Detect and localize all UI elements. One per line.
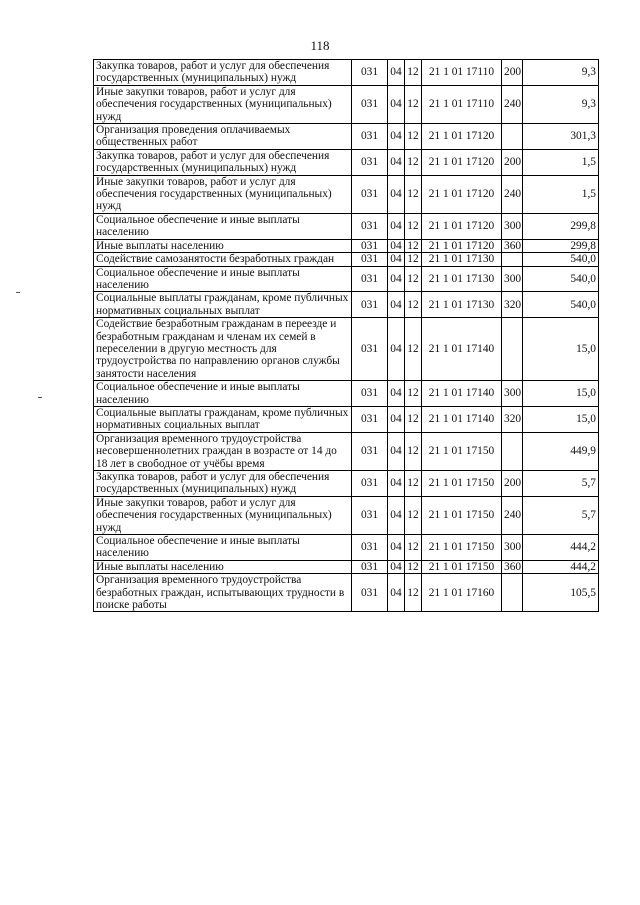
subsection-code-cell: 12: [405, 149, 422, 175]
amount-cell: 299,8: [523, 239, 599, 252]
section-code-cell: 04: [388, 574, 405, 612]
expense-type-cell: 200: [502, 471, 523, 497]
department-code-cell: 031: [352, 471, 388, 497]
subsection-code-cell: 12: [405, 560, 422, 573]
page-number: 118: [310, 38, 330, 53]
subsection-code-cell: 12: [405, 406, 422, 432]
table-row: [94, 574, 599, 612]
subsection-code-cell: 12: [405, 85, 422, 123]
target-article-cell: 21 1 01 17140: [422, 406, 502, 432]
expense-name-cell: Содействие самозанятости безработных граждан: [94, 253, 352, 266]
subsection-code-cell: 12: [405, 381, 422, 407]
expense-type-cell: 320: [502, 406, 523, 432]
amount-cell: 5,7: [523, 471, 599, 497]
section-code-cell: 04: [388, 60, 405, 86]
subsection-code-cell: 12: [405, 318, 422, 381]
expense-type-cell: 300: [502, 381, 523, 407]
table-row: [94, 432, 599, 470]
target-article-cell: 21 1 01 17140: [422, 381, 502, 407]
amount-cell: 540,0: [523, 266, 599, 292]
section-code-cell: 04: [388, 149, 405, 175]
section-code-cell: 04: [388, 496, 405, 534]
table-row: [94, 253, 599, 266]
table-row: [94, 406, 599, 432]
target-article-cell: 21 1 01 17120: [422, 239, 502, 252]
section-code-cell: 04: [388, 85, 405, 123]
expense-name-cell: Иные закупки товаров, работ и услуг для обеспечения государственных (муниципальных) нужд: [94, 85, 352, 123]
expense-name-cell: Организация временного трудоустройства безработных граждан, испытывающих трудности в поиске работы: [94, 574, 352, 612]
table-row: [94, 381, 599, 407]
section-code-cell: 04: [388, 471, 405, 497]
expense-name-cell: Социальное обеспечение и иные выплаты населению: [94, 535, 352, 561]
section-code-cell: 04: [388, 381, 405, 407]
section-code-cell: 04: [388, 239, 405, 252]
department-code-cell: 031: [352, 253, 388, 266]
amount-cell: 299,8: [523, 213, 599, 239]
table-row: [94, 318, 599, 381]
expense-type-cell: 200: [502, 60, 523, 86]
section-code-cell: 04: [388, 292, 405, 318]
subsection-code-cell: 12: [405, 213, 422, 239]
amount-cell: 9,3: [523, 85, 599, 123]
amount-cell: 5,7: [523, 496, 599, 534]
department-code-cell: 031: [352, 60, 388, 86]
expense-type-cell: 240: [502, 175, 523, 213]
expense-type-cell: 300: [502, 266, 523, 292]
amount-cell: 15,0: [523, 406, 599, 432]
expense-name-cell: Иные выплаты населению: [94, 239, 352, 252]
target-article-cell: 21 1 01 17130: [422, 253, 502, 266]
target-article-cell: 21 1 01 17120: [422, 124, 502, 150]
expense-name-cell: Социальные выплаты гражданам, кроме публичных нормативных социальных выплат: [94, 406, 352, 432]
expense-type-cell: [502, 253, 523, 266]
section-code-cell: 04: [388, 124, 405, 150]
expense-name-cell: Организация проведения оплачиваемых общественных работ: [94, 124, 352, 150]
amount-cell: 15,0: [523, 318, 599, 381]
department-code-cell: 031: [352, 560, 388, 573]
budget-table: [93, 59, 599, 612]
expense-name-cell: Иные закупки товаров, работ и услуг для обеспечения государственных (муниципальных) нужд: [94, 175, 352, 213]
expense-name-cell: Содействие безработным гражданам в переезде и безработным гражданам и членам их семей в переселении в другую местность для трудоустройства по направлению органов службы занятости населения: [94, 318, 352, 381]
department-code-cell: 031: [352, 266, 388, 292]
target-article-cell: 21 1 01 17130: [422, 266, 502, 292]
department-code-cell: 031: [352, 292, 388, 318]
amount-cell: 301,3: [523, 124, 599, 150]
expense-type-cell: [502, 574, 523, 612]
amount-cell: 1,5: [523, 149, 599, 175]
subsection-code-cell: 12: [405, 471, 422, 497]
target-article-cell: 21 1 01 17150: [422, 432, 502, 470]
amount-cell: 9,3: [523, 60, 599, 86]
expense-name-cell: Закупка товаров, работ и услуг для обеспечения государственных (муниципальных) нужд: [94, 471, 352, 497]
target-article-cell: 21 1 01 17140: [422, 318, 502, 381]
expense-name-cell: Закупка товаров, работ и услуг для обеспечения государственных (муниципальных) нужд: [94, 60, 352, 86]
target-article-cell: 21 1 01 17160: [422, 574, 502, 612]
expense-name-cell: Иные закупки товаров, работ и услуг для обеспечения государственных (муниципальных) нужд: [94, 496, 352, 534]
target-article-cell: 21 1 01 17150: [422, 560, 502, 573]
department-code-cell: 031: [352, 175, 388, 213]
section-code-cell: 04: [388, 432, 405, 470]
section-code-cell: 04: [388, 253, 405, 266]
subsection-code-cell: 12: [405, 253, 422, 266]
amount-cell: 540,0: [523, 253, 599, 266]
target-article-cell: 21 1 01 17120: [422, 175, 502, 213]
budget-table-body: [94, 60, 599, 612]
section-code-cell: 04: [388, 406, 405, 432]
subsection-code-cell: 12: [405, 292, 422, 318]
department-code-cell: 031: [352, 85, 388, 123]
expense-name-cell: Социальные выплаты гражданам, кроме публичных нормативных социальных выплат: [94, 292, 352, 318]
department-code-cell: 031: [352, 124, 388, 150]
table-row: [94, 60, 599, 86]
department-code-cell: 031: [352, 535, 388, 561]
expense-type-cell: 240: [502, 496, 523, 534]
target-article-cell: 21 1 01 17120: [422, 213, 502, 239]
table-row: [94, 471, 599, 497]
expense-type-cell: 300: [502, 535, 523, 561]
amount-cell: 449,9: [523, 432, 599, 470]
department-code-cell: 031: [352, 239, 388, 252]
department-code-cell: 031: [352, 149, 388, 175]
department-code-cell: 031: [352, 432, 388, 470]
expense-name-cell: Социальное обеспечение и иные выплаты населению: [94, 381, 352, 407]
subsection-code-cell: 12: [405, 535, 422, 561]
target-article-cell: 21 1 01 17110: [422, 85, 502, 123]
department-code-cell: 031: [352, 213, 388, 239]
expense-type-cell: [502, 318, 523, 381]
table-row: [94, 85, 599, 123]
expense-type-cell: 360: [502, 239, 523, 252]
expense-name-cell: Социальное обеспечение и иные выплаты населению: [94, 213, 352, 239]
subsection-code-cell: 12: [405, 124, 422, 150]
table-row: [94, 213, 599, 239]
table-row: [94, 292, 599, 318]
section-code-cell: 04: [388, 175, 405, 213]
section-code-cell: 04: [388, 535, 405, 561]
subsection-code-cell: 12: [405, 432, 422, 470]
subsection-code-cell: 12: [405, 266, 422, 292]
section-code-cell: 04: [388, 213, 405, 239]
expense-name-cell: Организация временного трудоустройства несовершеннолетних граждан в возрасте от 14 до 18 лет в свободное от учёбы время: [94, 432, 352, 470]
section-code-cell: 04: [388, 266, 405, 292]
subsection-code-cell: 12: [405, 175, 422, 213]
expense-type-cell: [502, 124, 523, 150]
expense-type-cell: 200: [502, 149, 523, 175]
scan-mark: [38, 397, 42, 398]
expense-type-cell: 360: [502, 560, 523, 573]
amount-cell: 540,0: [523, 292, 599, 318]
table-row: [94, 560, 599, 573]
table-row: [94, 239, 599, 252]
expense-type-cell: 320: [502, 292, 523, 318]
subsection-code-cell: 12: [405, 496, 422, 534]
target-article-cell: 21 1 01 17130: [422, 292, 502, 318]
table-row: [94, 535, 599, 561]
amount-cell: 1,5: [523, 175, 599, 213]
department-code-cell: 031: [352, 574, 388, 612]
department-code-cell: 031: [352, 406, 388, 432]
table-row: [94, 175, 599, 213]
amount-cell: 105,5: [523, 574, 599, 612]
table-row: [94, 496, 599, 534]
department-code-cell: 031: [352, 496, 388, 534]
table-row: [94, 149, 599, 175]
target-article-cell: 21 1 01 17110: [422, 60, 502, 86]
amount-cell: 15,0: [523, 381, 599, 407]
target-article-cell: 21 1 01 17120: [422, 149, 502, 175]
subsection-code-cell: 12: [405, 239, 422, 252]
department-code-cell: 031: [352, 318, 388, 381]
target-article-cell: 21 1 01 17150: [422, 535, 502, 561]
amount-cell: 444,2: [523, 560, 599, 573]
subsection-code-cell: 12: [405, 60, 422, 86]
target-article-cell: 21 1 01 17150: [422, 496, 502, 534]
scan-mark: [16, 292, 20, 293]
expense-type-cell: 240: [502, 85, 523, 123]
table-row: [94, 266, 599, 292]
subsection-code-cell: 12: [405, 574, 422, 612]
amount-cell: 444,2: [523, 535, 599, 561]
expense-type-cell: 300: [502, 213, 523, 239]
expense-name-cell: Социальное обеспечение и иные выплаты населению: [94, 266, 352, 292]
section-code-cell: 04: [388, 560, 405, 573]
expense-name-cell: Иные выплаты населению: [94, 560, 352, 573]
section-code-cell: 04: [388, 318, 405, 381]
target-article-cell: 21 1 01 17150: [422, 471, 502, 497]
expense-name-cell: Закупка товаров, работ и услуг для обеспечения государственных (муниципальных) нужд: [94, 149, 352, 175]
department-code-cell: 031: [352, 381, 388, 407]
expense-type-cell: [502, 432, 523, 470]
table-row: [94, 124, 599, 150]
